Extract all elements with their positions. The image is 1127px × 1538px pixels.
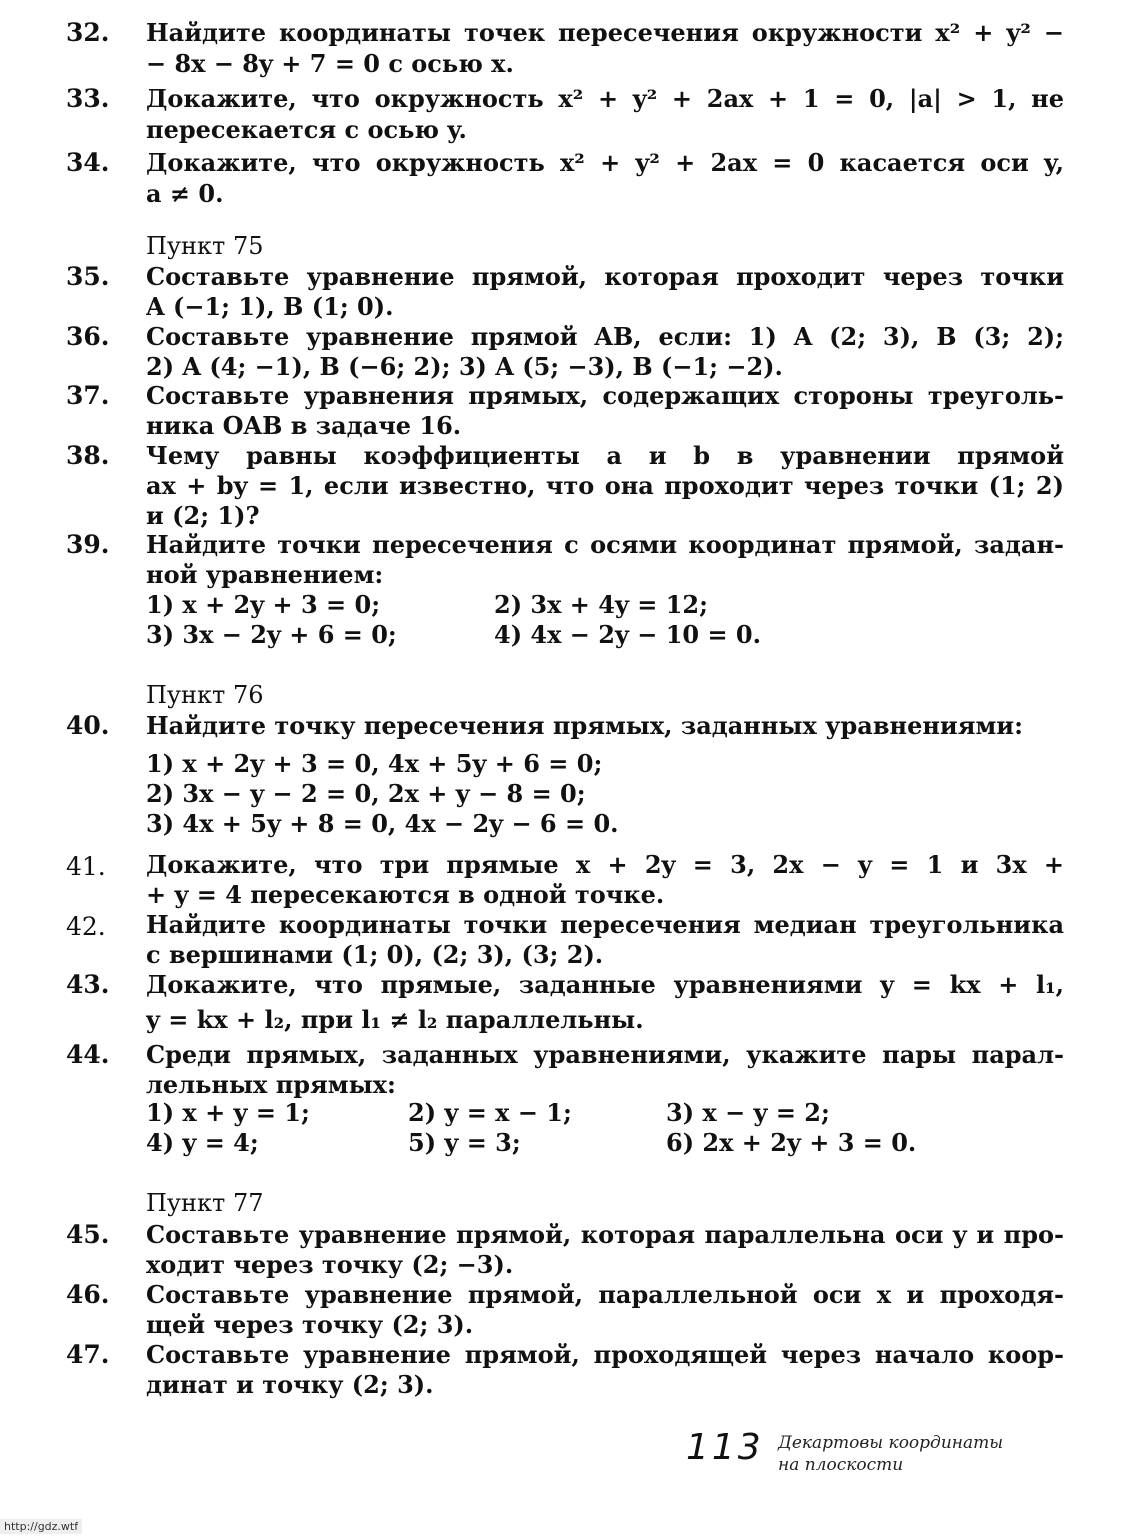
problem-text-line: a ≠ 0. [146,179,224,208]
problem-number: 34. [66,148,110,177]
running-title [778,1432,1068,1476]
problem-number: 36. [66,322,110,351]
problem-text-line: динат и точку (2; 3). [146,1370,434,1399]
problem-number: 33. [66,84,110,113]
problem-number: 43. [66,970,110,999]
problem-text-line: 2) A (4; −1), B (−6; 2); 3) A (5; −3), B (−1; −2). [146,352,783,381]
running-title-line-1: Декартовы координаты [778,1433,1004,1453]
problem-text-line: и (2; 1)? [146,501,260,530]
problem-text-line: Найдите координаты точки пересечения медиан треугольника [146,910,1064,939]
problem-text-line: с вершинами (1; 0), (2; 3), (3; 2). [146,940,604,969]
equation-option: 5) y = 3; [408,1128,521,1157]
equation-option: 1) x + y = 1; [146,1098,310,1127]
problem-text-line: Найдите точку пересечения прямых, заданных уравнениями: [146,711,1023,740]
problem-number: 38. [66,441,110,470]
equation-option: 2) 3x + 4y = 12; [494,590,708,619]
problem-text-line: 3) 4x + 5y + 8 = 0, 4x − 2y − 6 = 0. [146,809,619,838]
equation-option: 3) 3x − 2y + 6 = 0; [146,620,397,649]
problem-text-line: Чему равны коэффициенты a и b в уравнении прямой [146,441,1064,470]
problem-text-line: Составьте уравнение прямой AB, если: 1) A (2; 3), B (3; 2); [146,322,1064,351]
problem-text-line: A (−1; 1), B (1; 0). [146,292,394,321]
page-number: 113 [686,1427,764,1468]
equation-option: 6) 2x + 2y + 3 = 0. [666,1128,917,1157]
problem-text-line: щей через точку (2; 3). [146,1310,474,1339]
problem-text-line: ника OAB в задаче 16. [146,411,462,440]
problem-text-line: Составьте уравнение прямой, параллельной оси x и проходя- [146,1280,1064,1309]
problem-text-line: лельных прямых: [146,1070,396,1099]
problem-text-line: Докажите, что три прямые x + 2y = 3, 2x − y = 1 и 3x + [146,850,1064,879]
problem-text-line: 2) 3x − y − 2 = 0, 2x + y − 8 = 0; [146,779,586,808]
problem-text-line: − 8x − 8y + 7 = 0 с осью x. [146,49,514,78]
problem-number: 47. [66,1340,110,1369]
problem-text-line: пересекается с осью y. [146,115,467,144]
problem-number: 45. [66,1220,110,1249]
problem-text-line: ax + by = 1, если известно, что она проходит через точки (1; 2) [146,471,1064,500]
section-heading: Пункт 77 [146,1189,264,1217]
problem-number: 40. [66,711,110,740]
problem-text-line: + y = 4 пересекаются в одной точке. [146,880,665,909]
problem-text-line: Найдите точки пересечения с осями координат прямой, задан- [146,530,1064,559]
problem-number: 41. [66,852,106,881]
problem-text-line: 1) x + 2y + 3 = 0, 4x + 5y + 6 = 0; [146,749,603,778]
problem-text-line: Среди прямых, заданных уравнениями, укажите пары парал- [146,1040,1064,1069]
section-heading: Пункт 76 [146,681,264,709]
problem-text-line: Найдите координаты точек пересечения окружности x² + y² − [146,18,1064,47]
problem-text-line: ной уравнением: [146,560,384,589]
problem-text-line: Составьте уравнения прямых, содержащих стороны треуголь- [146,381,1064,410]
problem-text-line: y = kx + l₂, при l₁ ≠ l₂ параллельны. [146,1005,644,1034]
problem-text-line: ходит через точку (2; −3). [146,1250,514,1279]
equation-option: 4) y = 4; [146,1128,259,1157]
problem-text-line: Составьте уравнение прямой, проходящей через начало коор- [146,1340,1064,1369]
equation-option: 3) x − y = 2; [666,1098,830,1127]
problem-text-line: Докажите, что окружность x² + y² + 2ax = 0 касается оси y, [146,148,1064,177]
section-heading: Пункт 75 [146,232,264,260]
problem-text-line: Составьте уравнение прямой, которая проходит через точки [146,262,1064,291]
problem-number: 46. [66,1280,110,1309]
problem-number: 32. [66,18,110,47]
equation-option: 1) x + 2y + 3 = 0; [146,590,381,619]
problem-number: 39. [66,530,110,559]
problem-number: 44. [66,1040,110,1069]
problem-number: 37. [66,381,110,410]
running-title-line-2: на плоскости [778,1455,904,1475]
watermark-link[interactable]: http://gdz.wtf [0,1519,82,1534]
problem-text-line: Докажите, что окружность x² + y² + 2ax + 1 = 0, |a| > 1, не [146,84,1064,113]
problem-text-line: Составьте уравнение прямой, которая параллельна оси y и про- [146,1220,1064,1249]
problem-number: 42. [66,912,106,941]
problem-number: 35. [66,262,110,291]
equation-option: 2) y = x − 1; [408,1098,572,1127]
equation-option: 4) 4x − 2y − 10 = 0. [494,620,761,649]
problem-text-line: Докажите, что прямые, заданные уравнениями y = kx + l₁, [146,970,1064,999]
